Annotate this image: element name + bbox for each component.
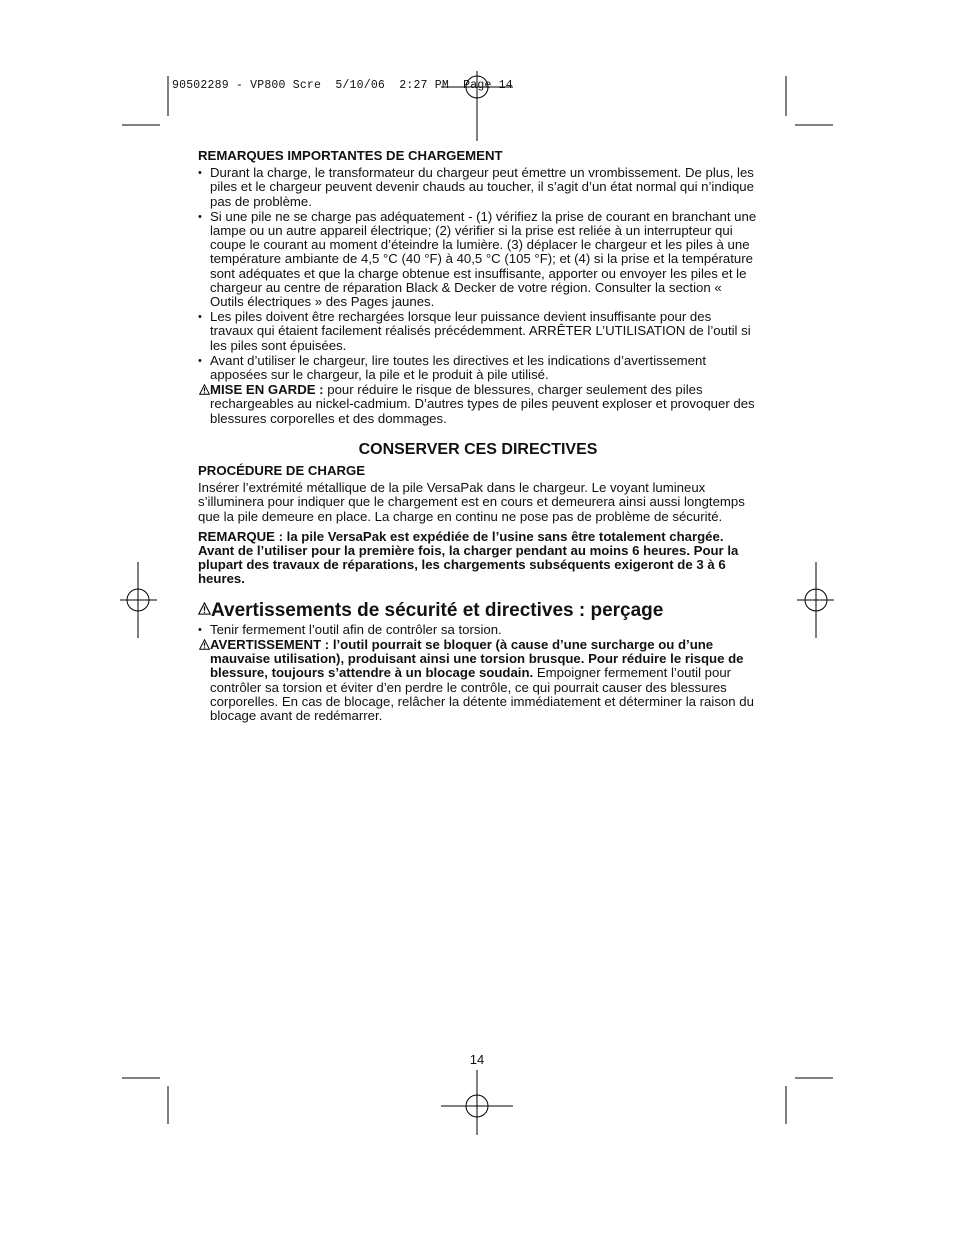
charging-notes-list (198, 166, 758, 382)
list-item: • Avant d’utiliser le chargeur, lire toutes les directives et les indications d’avertissement apposées sur le chargeur, la pile et le produit à pile utilisé. (198, 352, 706, 383)
caution-note (198, 383, 758, 426)
list-item: • Durant la charge, le transformateur du chargeur peut émettre un vrombissement. De plus, les piles et le chargeur peuvent devenir chauds au toucher, il s’agit d’un état normal qui n’indique pas de problème. (198, 165, 754, 209)
bullet-dot: • (198, 210, 202, 223)
warning-triangle-icon (199, 384, 210, 395)
bullet-dot: • (198, 623, 202, 636)
document-body (198, 149, 758, 724)
drilling-safety-title: Avertissements de sécurité et directives : perçage (198, 600, 758, 622)
bullet-dot: • (198, 167, 202, 180)
charging-procedure-paragraph: Insérer l’extrémité métallique de la pile VersaPak dans le chargeur. Le voyant lumineux s’illuminera pour indiquer que le chargement est en cours et demeurera ainsi aussi longtemps que la pile demeure en place. La charge en continu ne pose pas de problème de sécurité. (198, 480, 745, 524)
caution-label: MISE EN GARDE : (210, 382, 324, 398)
warning-triangle-icon (199, 639, 210, 650)
charging-note: REMARQUE : la pile VersaPak est expédiée de l’usine sans être totalement chargée. Avant de l’utiliser pour la première fois, la charger pendant au moins 6 heures. Pour la plupart des travaux de réparations, les chargements subséquents exigeront de 3 à 6 heures. (198, 528, 739, 587)
list-item: • Tenir fermement l’outil afin de contrôler sa torsion. (198, 621, 502, 637)
drilling-safety-list (198, 623, 758, 637)
section-heading-charging-procedure: PROCÉDURE DE CHARGE (198, 463, 366, 479)
warning-note (198, 638, 758, 723)
save-instructions-title: CONSERVER CES DIRECTIVES (358, 440, 598, 458)
list-item: • Les piles doivent être rechargées lorsque leur puissance devient insuffisante pour des travaux qui étaient facilement réalisés précédemment. ARRÊTER L’UTILISATION de l’outil si les piles sont épuisées. (198, 309, 751, 353)
printer-slug: 90502289 - VP800 Scre 5/10/06 2:27 PM Page 14 (172, 79, 513, 92)
warning-triangle-icon (198, 602, 211, 615)
section-heading-charging-notes: REMARQUES IMPORTANTES DE CHARGEMENT (198, 148, 503, 163)
bullet-dot: • (198, 354, 202, 367)
list-item: • Si une pile ne se charge pas adéquatement - (1) vérifiez la prise de courant en branchant une lampe ou un autre appareil électrique; (2) vérifier si la prise est reliée à un interrupteur qui coupe le courant au moment d’éteindre la lumière. (3) déplacer le chargeur et les piles à une température ambiante de 4,5 °C (40 °F) à 40,5 °C (105 °F); et (4) si la prise et la température sont adéquates et que la charge obtenue est insuffisante, apporter ou envoyer les piles et le chargeur au centre de réparation Black & Decker de votre région. Consulter la section « Outils électriques » des Pages jaunes. (198, 208, 757, 310)
bullet-dot: • (198, 311, 202, 324)
warning-bold-text: AVERTISSEMENT : l’outil pourrait se bloquer (à cause d’une surcharge ou d’une mauvaise utilisation), produisant ainsi une torsion brusque. Pour réduire le risque de blessure, toujours s’attendre à un blocage soudain. (210, 636, 744, 681)
caution-text: pour réduire le risque de blessures, charger seulement des piles rechargeables au nickel-cadmium. D’autres types de piles peuvent exploser et provoquer des blessures corporelles et des dommages. (210, 382, 755, 426)
page-number: 14 (469, 1052, 485, 1067)
warning-text: Empoigner fermement l’outil pour contrôler sa torsion et éviter d’en perdre le contrôle, ce qui pourrait causer des blessures corporelles. En cas de blocage, relâcher la détente immédiatement et déterminer la raison du blocage avant de redémarrer. (210, 665, 754, 723)
